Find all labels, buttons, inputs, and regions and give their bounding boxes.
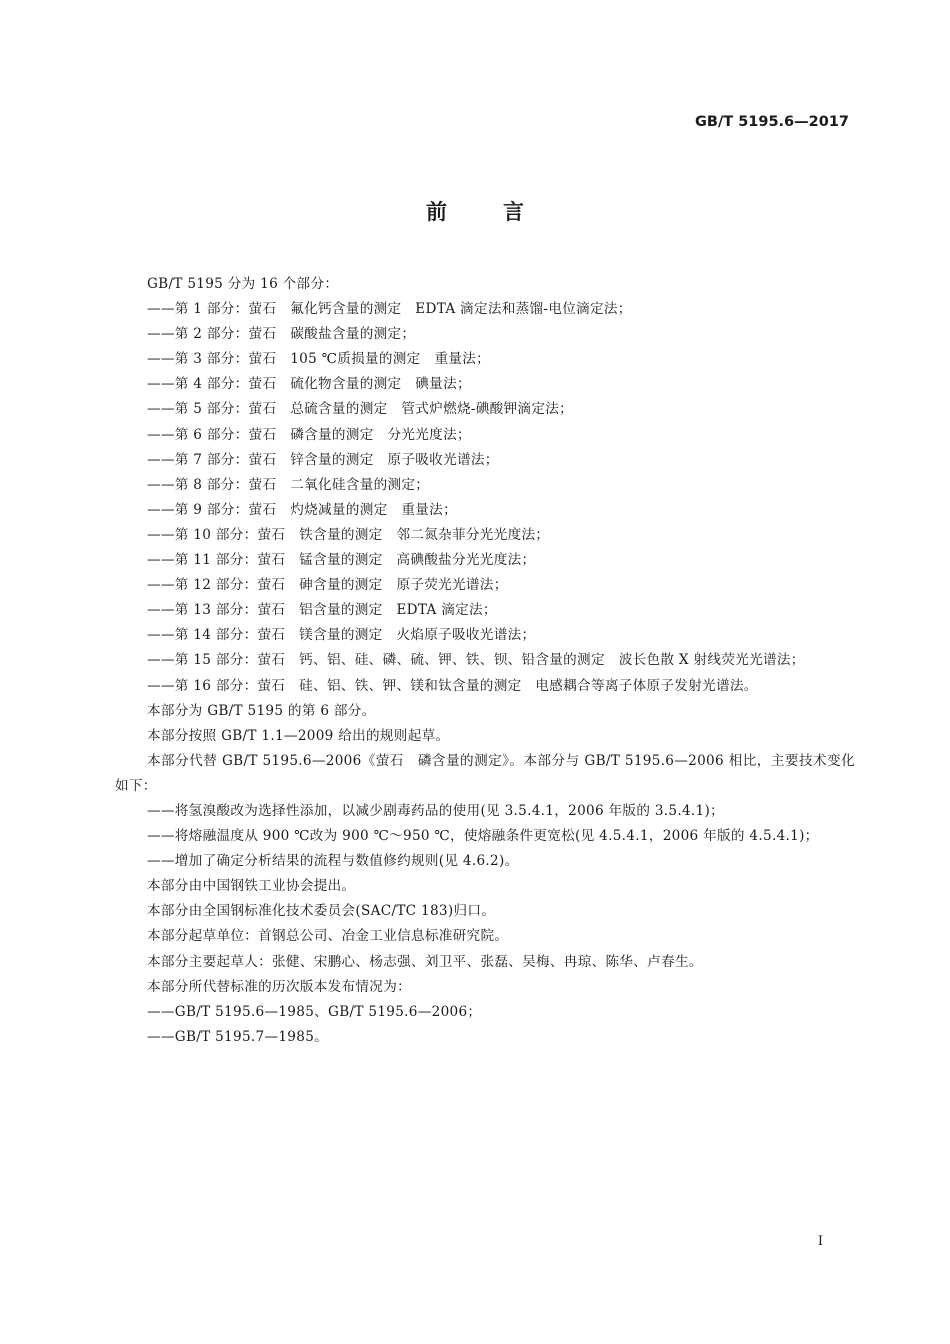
list-item: ——第 1 部分：萤石 氟化钙含量的测定 EDTA 滴定法和蒸馏-电位滴定法； (147, 301, 632, 318)
list-item: ——将熔融温度从 900 ℃改为 900 ℃～950 ℃，使熔融条件更宽松(见 4.5.4.1，2006 年版的 4.5.4.1)； (147, 828, 819, 845)
drafters-paragraph: 本部分主要起草人：张健、宋鹏心、杨志强、刘卫平、张磊、吴梅、冉琼、陈华、卢春生。 (147, 953, 703, 970)
list-item: ——将氢溴酸改为选择性添加，以减少剧毒药品的使用(见 3.5.4.1，2006 年版的 3.5.4.1)； (147, 802, 724, 819)
document-body (115, 272, 855, 1050)
list-item: ——第 16 部分：萤石 硅、铝、铁、钾、镁和钛含量的测定 电感耦合等离子体原子发射光谱法。 (147, 677, 758, 694)
list-item: ——第 4 部分：萤石 硫化物含量的测定 碘量法； (147, 376, 471, 393)
standard-number: GB/T 5195.6—2017 (695, 114, 849, 130)
list-item: ——第 5 部分：萤石 总硫含量的测定 管式炉燃烧-碘酸钾滴定法； (147, 401, 574, 418)
list-item: ——第 3 部分：萤石 105 ℃质损量的测定 重量法； (147, 351, 491, 368)
list-item: ——增加了确定分析结果的流程与数值修约规则(见 4.6.2)。 (147, 853, 519, 870)
list-item: ——第 9 部分：萤石 灼烧减量的测定 重量法； (147, 501, 457, 518)
replace-paragraph: 本部分代替 GB/T 5195.6—2006《萤石 磷含量的测定》。本部分与 GB/T 5195.6—2006 相比，主要技术变化如下： (115, 752, 855, 794)
tc-paragraph: 本部分由全国钢标准化技术委员会(SAC/TC 183)归口。 (147, 903, 496, 920)
list-item: ——第 11 部分：萤石 锰含量的测定 高碘酸盐分光光度法； (147, 552, 536, 569)
history-list (115, 1000, 855, 1050)
list-item: ——GB/T 5195.7—1985。 (147, 1028, 329, 1045)
list-item: ——第 12 部分：萤石 砷含量的测定 原子荧光光谱法； (147, 577, 508, 594)
rules-paragraph: 本部分按照 GB/T 1.1—2009 给出的规则起草。 (147, 727, 450, 744)
parts-list (115, 297, 855, 699)
list-item: ——第 7 部分：萤石 锌含量的测定 原子吸收光谱法； (147, 451, 499, 468)
list-item: ——第 13 部分：萤石 铝含量的测定 EDTA 滴定法； (147, 602, 497, 619)
list-item: ——GB/T 5195.6—1985、GB/T 5195.6—2006； (147, 1003, 482, 1020)
intro-paragraph: GB/T 5195 分为 16 个部分： (147, 276, 339, 292)
list-item: ——第 10 部分：萤石 铁含量的测定 邻二氮杂菲分光光度法； (147, 526, 550, 543)
part-paragraph: 本部分为 GB/T 5195 的第 6 部分。 (147, 702, 376, 719)
history-paragraph: 本部分所代替标准的历次版本发布情况为： (147, 978, 411, 995)
changes-list (115, 799, 855, 874)
list-item: ——第 8 部分：萤石 二氧化硅含量的测定； (147, 476, 430, 493)
page-number: I (817, 1234, 823, 1249)
units-paragraph: 本部分起草单位：首钢总公司、冶金工业信息标准研究院。 (147, 928, 509, 945)
list-item: ——第 2 部分：萤石 碳酸盐含量的测定； (147, 326, 416, 343)
list-item: ——第 15 部分：萤石 钙、铝、硅、磷、硫、钾、铁、钡、铅含量的测定 波长色散 X 射线荧光光谱法； (147, 652, 805, 669)
proposed-paragraph: 本部分由中国钢铁工业协会提出。 (147, 878, 356, 895)
page-title: 前言 (426, 200, 580, 224)
list-item: ——第 14 部分：萤石 镁含量的测定 火焰原子吸收光谱法； (147, 627, 536, 644)
list-item: ——第 6 部分：萤石 磷含量的测定 分光光度法； (147, 426, 471, 443)
